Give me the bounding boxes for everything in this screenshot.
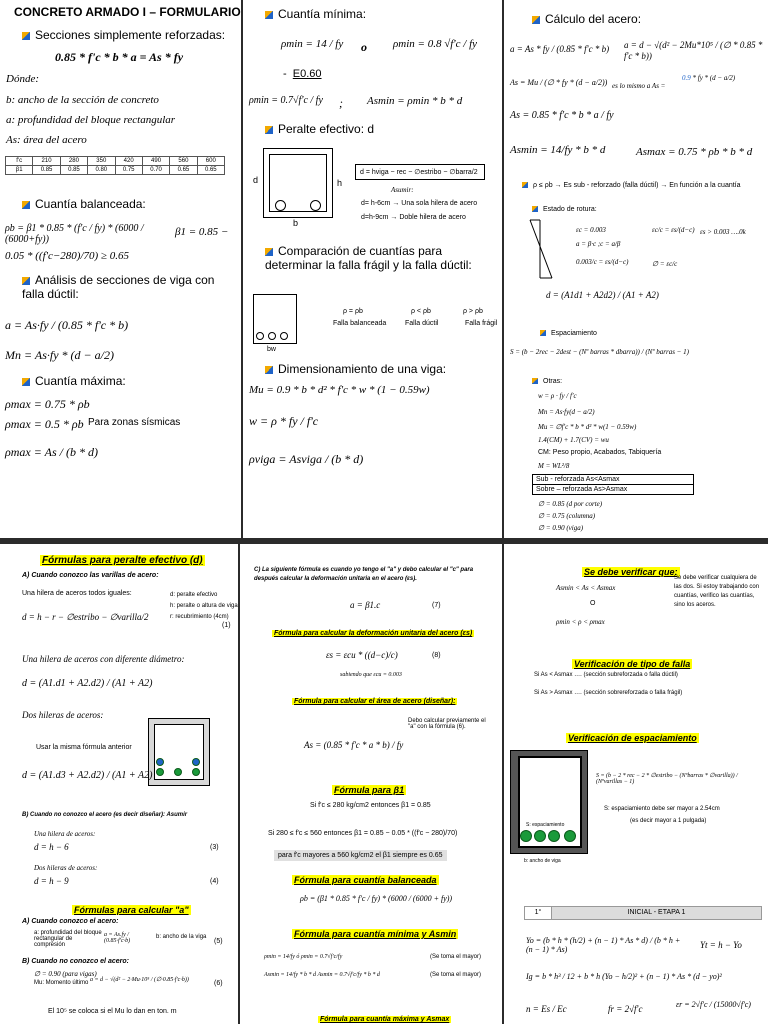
heading-conozco-acero: A) Cuando conozco el acero:	[22, 918, 119, 925]
eq-number-1: (1)	[222, 622, 231, 629]
def-b: b: ancho de la sección de concreto	[6, 94, 159, 106]
formula-rho-min-07: ρmin = 0.7√f'c / fy	[249, 95, 323, 106]
title-calcular-a: Fórmulas para calcular "a"	[74, 905, 189, 915]
rebar-icon	[268, 332, 276, 340]
rebar-icon	[275, 200, 286, 211]
box-sobre-reforzada: Sobre – reforzada As>Asmax	[536, 486, 628, 493]
label-una-hilera-b: Una hilera de aceros:	[34, 830, 96, 838]
formula-beta1-560: Si 280 ≤ f'c ≤ 560 entonces β1 = 0.85 − 0.05 * ((f'c − 280)/70)	[268, 830, 458, 837]
note-phi-vigas: ∅ = 0.90 (para vigas)	[34, 970, 97, 978]
formula-n: n = Es / Ec	[526, 1004, 567, 1014]
formula-a-no-conozco: a = d − √(d² − 2·Mu·10⁵ / (∅·0.85·f'c·b))	[90, 977, 189, 983]
formula-rho-max-as: ρmax = As / (b * d)	[5, 445, 98, 459]
bullet-icon	[532, 206, 538, 212]
formula-rho-max-sismica: ρmax = 0.5 * ρb	[5, 417, 84, 431]
note-una-hilera: d= h-6cm → Una sola hilera de acero	[361, 200, 478, 207]
formula-peralte-box: d = hviga − rec − ∅estribo − ∅barra/2	[355, 164, 485, 180]
comparison-balanced-rho: ρ = ρb	[343, 308, 363, 315]
label-e060: - E0.60	[283, 68, 322, 80]
title-verificar: Se debe verificar que:	[584, 567, 678, 577]
note-cm: CM: Peso propio, Acabados, Tabiquería	[538, 449, 662, 456]
label-b-ancho-viga: b: ancho de viga	[524, 858, 561, 864]
heading-calcular-c: C) La siguiente fórmula es cuando yo tengo el "a" y debo calcular el "c" para después calcular la deformación unitaria en el acero (εs).	[254, 567, 474, 582]
rebar-icon	[256, 332, 264, 340]
bullet-icon	[22, 378, 30, 386]
heading-cuantia-minima: Cuantía mínima:	[265, 7, 366, 21]
formula-rho-balanceada: ρb = (β1 * 0.85 * f'c / fy) * (6000 / (6000 + fy))	[300, 894, 453, 903]
bullet-icon	[522, 182, 528, 188]
note-espaciamiento-pulgada: (es decir mayor a 1 pulgada)	[630, 818, 707, 824]
legend-h: h: peralte o altura de viga	[170, 603, 238, 609]
formula-yt: Yt = h − Yo	[700, 940, 742, 950]
eq-number-5: (5)	[214, 938, 223, 945]
bullet-icon	[540, 330, 546, 336]
title-deformacion: Fórmula para calcular la deformación unitaria del acero (εs)	[274, 630, 473, 637]
formula-as-equivalente: 0.9 * fy * (d − a/2)	[682, 74, 736, 82]
page-title: CONCRETO ARMADO I – FORMULARIO	[14, 5, 241, 19]
title-cuantia-minima: Fórmula para cuantía mínima y Asmin	[294, 929, 457, 939]
heading-no-conozco-acero: B) Cuando no conozco el acero:	[22, 958, 129, 965]
dim-label-d: d	[253, 175, 259, 185]
panel-formulas-6	[504, 544, 768, 1024]
def-as: As: área del acero	[6, 134, 87, 146]
heading-calculo-acero: Cálculo del acero:	[532, 12, 641, 26]
formula-d-una-hilera: d = h − r − ∅estribo − ∅varilla/2	[22, 612, 149, 622]
heading-conozco-varillas: A) Cuando conozco las varillas de acero:	[22, 572, 159, 579]
title-area-acero: Fórmula para calcular el área de acero (diseñar):	[294, 698, 456, 705]
phi-corte: ∅ = 0.85 (d por corte)	[538, 500, 603, 508]
formula-as-fc: As = 0.85 * f'c * b * a / fy	[510, 110, 614, 121]
heading-otras: Otras:	[532, 378, 562, 385]
formula-a-beta-c: a = β1.c	[350, 600, 381, 610]
bullet-icon	[22, 277, 30, 285]
heading-comparacion: Comparación de cuantías para determinar la falla frágil y la falla dúctil:	[265, 244, 472, 272]
formula-d-diferente: d = (A1.d1 + A2.d2) / (A1 + A2)	[22, 678, 153, 689]
formula-equilibrio: 0.85 * f'c * b * a = As * fy	[55, 50, 184, 64]
heading-estado-rotura: Estado de rotura:	[532, 206, 597, 213]
eq-number-6: (6)	[214, 980, 223, 987]
def-b-viga: b: ancho de la viga	[156, 934, 207, 940]
formula-w: w = ρ * fy / f'c	[249, 414, 319, 428]
formula-otra-w: w = ρ · fy / f'c	[538, 392, 577, 400]
note-misma-formula: Usar la misma fórmula anterior	[36, 744, 132, 751]
rebar-icon	[564, 830, 576, 842]
panel-formulario-3	[504, 0, 768, 538]
eq-number-8: (8)	[432, 652, 441, 659]
panel-formulas-4	[0, 544, 238, 1024]
note-zonas-sismicas: Para zonas sísmicas	[88, 417, 181, 428]
formula-otra-wu: 1.4(CM) + 1.7(CV) = wu	[538, 436, 609, 444]
table-row: f'c 210 280 350 420 490 560 600	[6, 157, 225, 166]
formula-as-verif: Asmin < As < Asmax	[556, 584, 616, 592]
rot-a-beta: a = β·c ;c = a/β	[576, 240, 621, 248]
formula-rho-max: ρmax = 0.75 * ρb	[5, 397, 90, 411]
formula-beta1-mayor: para f'c mayores a 560 kg/cm2 el β1 siempre es 0.65	[274, 850, 447, 861]
note-doble-hilera: d=h-9cm → Doble hilera de acero	[361, 214, 466, 221]
formula-mu: Mu = 0.9 * b * d² * f'c * w * (1 − 0.59w)	[249, 384, 430, 396]
formula-otra-mn: Mn = As·fy(d − a/2)	[538, 408, 595, 416]
label-asumir: Asumir:	[391, 186, 414, 194]
label-dos-hileras-b: Dos hileras de aceros:	[34, 864, 98, 872]
label-una-hilera: Una hilera de aceros todos iguales:	[22, 590, 132, 597]
formula-a-conozco: a = As.fy / (0.85·f'c·b)	[104, 932, 131, 944]
legend-r: r: recubrimiento (4cm)	[170, 614, 229, 620]
etapa-title: INICIAL - ETAPA 1	[552, 907, 761, 919]
formula-rho-verif: ρmin < ρ < ρmax	[556, 618, 605, 626]
panel-formulario-1	[0, 0, 241, 538]
heading-cuantia-maxima: Cuantía máxima:	[22, 374, 126, 388]
formula-mn: Mn = As·fy * (d − a/2)	[5, 348, 114, 362]
note-sobrereforzada: Si As > Asmax …. (sección sobrereforzada o falla frágil)	[534, 690, 683, 696]
rebar-icon	[310, 200, 321, 211]
comparison-fragil-rho: ρ > ρb	[463, 308, 483, 315]
formula-rho-min-b: ρmin = 14/fy ó ρmin = 0.7√f'c/fy	[264, 954, 343, 960]
rot-phi: ∅ = εc/c	[652, 260, 678, 268]
formula-a-acero: a = As * fy / (0.85 * f'c * b)	[510, 44, 610, 54]
table-row: β1 0.85 0.85 0.80 0.75 0.70 0.65 0.65	[6, 166, 225, 175]
label-s-espaciamiento: S: espaciamiento	[526, 822, 565, 828]
strain-diagram	[526, 216, 566, 282]
formula-beta1-280: Si f'c ≤ 280 kg/cm2 entonces β1 = 0.85	[310, 802, 431, 809]
bullet-icon	[532, 16, 540, 24]
bullet-icon	[265, 11, 273, 19]
label-o: o	[361, 40, 367, 54]
bullet-icon	[22, 201, 30, 209]
heading-analisis: Análisis de secciones de viga con falla dúctil:	[22, 273, 215, 301]
label-es-lo-mismo: es lo mismo a As =	[612, 82, 666, 90]
formula-epsilon-s: εs = εcu * ((d−c)/c)	[326, 650, 398, 660]
formula-fr: fr = 2√f'c	[608, 1004, 643, 1014]
comparison-balanced: Falla balanceada	[333, 320, 387, 327]
bullet-icon	[265, 366, 273, 374]
formula-a-raiz: a = d − √(d² − 2Mu*10⁵ / (∅ * 0.85 * f'c * b))	[624, 40, 763, 61]
note-mayor-1: (Se toma el mayor)	[430, 954, 482, 960]
formula-otra-mu: Mu = ∅f'c * b * d² * w(1 − 0.59w)	[538, 423, 637, 431]
formula-d-h6: d = h − 6	[34, 842, 69, 852]
eq-number-4: (4)	[210, 878, 219, 885]
etapa-header	[524, 906, 762, 920]
formula-beta1: β1 = 0.85 −	[175, 226, 229, 238]
heading-cuantia-balanceada: Cuantía balanceada:	[22, 197, 146, 211]
legend-d: d: peralte efectivo	[170, 592, 218, 598]
formula-yo: Yo = (b * h * (h/2) + (n − 1) * As * d) / (b * h + (n − 1) * As)	[526, 936, 681, 954]
eq-number-3: (3)	[210, 844, 219, 851]
eq-number-7: (7)	[432, 602, 441, 609]
callout-calcular-a: Debo calcular previamente el "a" con la fórmula (6).	[408, 718, 486, 730]
formula-a: a = As·fy / (0.85 * f'c * b)	[5, 318, 129, 332]
phi-columna: ∅ = 0.75 (columna)	[538, 512, 596, 520]
bullet-icon	[22, 32, 30, 40]
bullet-icon	[532, 378, 538, 384]
rot-es-ok: εs > 0.003 ….0k	[700, 228, 746, 236]
def-a: a: profundidad del bloque rectangular	[6, 114, 176, 126]
dim-label-h: h	[337, 178, 343, 188]
etapa-number: 1°	[525, 907, 552, 919]
rebar-icon	[534, 830, 546, 842]
formula-espaciamiento: S = (b − 2rec − 2dest − (Nº barras * dbarra)) / (Nº barras − 1)	[510, 348, 689, 356]
label-o-verif: O	[590, 600, 596, 607]
heading-dimensionamiento: Dimensionamiento de una viga:	[265, 362, 446, 376]
title-beta1: Fórmula para β1	[334, 785, 405, 795]
note-mu: Mu: Momento último	[34, 980, 89, 986]
label-donde: Dónde:	[6, 73, 39, 85]
heading-secciones: Secciones simplemente reforzadas:	[22, 28, 225, 42]
formula-as-mu: As = Mu / (∅ * fy * (d − a/2))	[510, 78, 608, 87]
title-cuantia-balanceada: Fórmula para cuantía balanceada	[294, 875, 437, 885]
rebar-icon	[192, 768, 200, 776]
reforzada-box	[532, 474, 694, 495]
heading-espaciamiento: Espaciamiento	[540, 330, 597, 337]
comparison-ductil: Falla dúctil	[405, 320, 439, 327]
dim-label-b: b	[293, 218, 299, 228]
rot-d-formula: d = (A1d1 + A2d2) / (A1 + A2)	[546, 290, 659, 300]
panel-formulario-2	[243, 0, 502, 538]
panel-formulas-5	[240, 544, 502, 1024]
formula-er: εr = 2√f'c / (15000√f'c)	[676, 1000, 751, 1009]
formula-as-min-acero: Asmin = 14/fy * b * d	[510, 144, 606, 156]
rebar-icon	[174, 768, 182, 776]
bullet-icon	[265, 248, 273, 256]
formula-as-max-acero: Asmax = 0.75 * ρb * b * d	[636, 146, 753, 158]
heading-no-conozco: B) Cuando no conozco el acero (es decir diseñar): Asumir	[22, 812, 188, 818]
bullet-icon	[265, 126, 273, 134]
rebar-icon	[192, 758, 200, 766]
formula-d-dos-hileras: d = (A1.d3 + A2.d2) / (A1 + A2)	[22, 770, 153, 781]
heading-peralte: Peralte efectivo: d	[265, 122, 374, 136]
rot-ratio: εc/c = εs/(d−c)	[652, 226, 695, 234]
note-subreforzada: Si As < Asmax …. (sección subreforzada o falla dúctil)	[534, 672, 678, 678]
box-sub-reforzada: Sub - reforzada As<Asmax	[533, 475, 693, 485]
phi-viga: ∅ = 0.90 (viga)	[538, 524, 584, 532]
rebar-icon	[156, 768, 164, 776]
separator-semicolon: ;	[339, 96, 343, 110]
rebar-icon	[280, 332, 288, 340]
formula-rho-b: ρb = β1 * 0.85 * (f'c / fy) * (6000 / (6000+fy))	[5, 223, 144, 245]
formula-espaciamiento-s: S = (b − 2 * rec − 2 * ∅estribo − (Nºbarras * ∅varilla)) / (Nºvarillas − 1)	[596, 773, 738, 785]
note-10-5: El 10⁵ se coloca si el Mu lo dan en ton. m	[48, 1008, 177, 1015]
formula-rho-viga: ρviga = Asviga / (b * d)	[249, 452, 364, 466]
title-peralte-efectivo: Fórmulas para peralte efectivo (d)	[42, 555, 203, 566]
dim-label-bw: bw	[267, 346, 276, 353]
formula-as-disenar: As = (0.85 * f'c * a * b) / fy	[304, 740, 404, 750]
rebar-icon	[520, 830, 532, 842]
formula-ig: Ig = b * h³ / 12 + b * h (Yo − h/2)² + (n − 1) * As * (d − yo)²	[526, 972, 722, 981]
title-tipo-falla: Verificación de tipo de falla	[574, 659, 691, 669]
note-sub-reforzado: ρ ≤ ρb → Es sub - reforzado (falla dúctil) → En función a la cuantía	[522, 182, 741, 189]
formula-otra-m: M = WL²/8	[538, 462, 570, 470]
rebar-icon	[548, 830, 560, 842]
formula-as-min: Asmin = ρmin * b * d	[367, 95, 463, 107]
comparison-fragil: Falla frágil	[465, 320, 498, 327]
title-cuantia-maxima: Fórmula para cuantía máxima y Asmax	[320, 1016, 450, 1023]
formula-d-h9: d = h − 9	[34, 876, 69, 886]
comparison-ductil-rho: ρ < ρb	[411, 308, 431, 315]
note-verificar: Se debe verificar cualquiera de las dos. Si estoy trabajando con cuantías, verifico las cuantías, sino los aceros.	[674, 575, 760, 608]
title-espaciamiento: Verificación de espaciamiento	[568, 733, 697, 743]
rot-ec: εc = 0.003	[576, 226, 606, 234]
label-dos-hileras: Dos hileras de aceros:	[22, 710, 104, 720]
note-ecu: sabiendo que εcu = 0.003	[340, 672, 402, 678]
formula-rho-min-08: ρmin = 0.8 √f'c / fy	[393, 38, 478, 50]
note-espaciamiento-mayor: S: espaciamiento debe ser mayor a 2.54cm	[604, 806, 720, 812]
def-a-bloque: a: profundidad del bloque rectangular de compresión	[34, 930, 102, 948]
beta1-table	[5, 156, 225, 175]
rebar-icon	[156, 758, 164, 766]
label-diferente-diametro: Una hilera de aceros con diferente diámetro:	[22, 654, 185, 664]
rot-ratio2: 0.003/c = εs/(d−c)	[576, 258, 629, 266]
formula-rho-min-14: ρmin = 14 / fy	[281, 38, 344, 50]
note-mayor-2: (Se toma el mayor)	[430, 972, 482, 978]
formula-as-min-b: Asmin = 14/fy * b * d Asmin = 0.7√f'c/fy * b * d	[264, 972, 380, 978]
formula-beta1-cont: 0.05 * ((f'c−280)/70) ≥ 0.65	[5, 250, 129, 262]
